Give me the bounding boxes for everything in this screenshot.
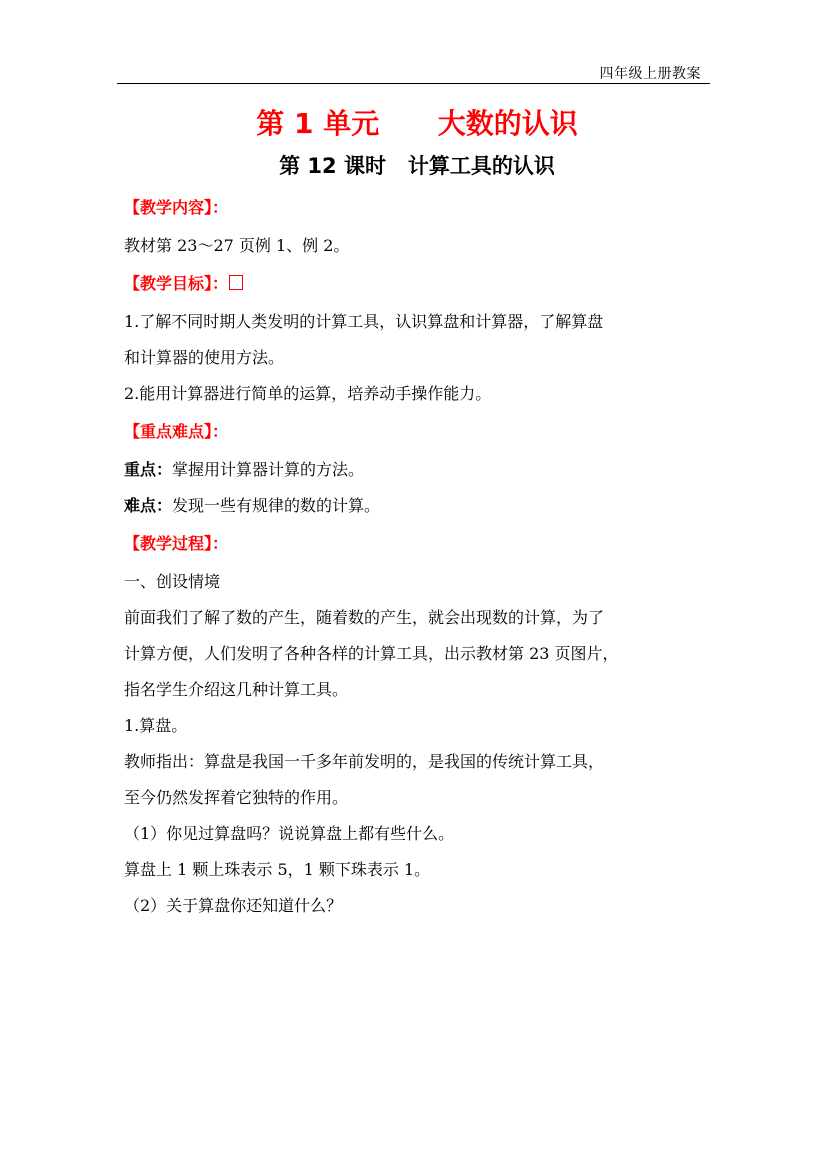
lesson-title: 第 12 课时 计算工具的认识 — [279, 154, 555, 178]
paragraph-intro-line-3: 指名学生介绍这几种计算工具。 — [124, 680, 349, 699]
page-header: 四年级上册教案 — [599, 66, 701, 82]
unit-title: 第 1 单元 大数的认识 — [256, 107, 578, 140]
teacher-note-line-1: 教师指出：算盘是我国一千多年前发明的，是我国的传统计算工具， — [124, 752, 605, 771]
abacus-fact: 算盘上 1 颗上珠表示 5，1 颗下珠表示 1。 — [124, 860, 431, 879]
difficulty-point — [124, 488, 710, 524]
difficulty-label: 难点： — [124, 496, 173, 515]
section-process-heading: 【教学过程】： — [124, 534, 229, 553]
header-divider — [117, 83, 710, 84]
checkbox-box-icon — [229, 275, 243, 290]
paragraph-intro-line-2: 计算方便，人们发明了各种各样的计算工具，出示教材第 23 页图片， — [124, 644, 619, 663]
goal-1-line-1: 1.了解不同时期人类发明的计算工具，认识算盘和计算器，了解算盘 — [124, 312, 604, 331]
difficulty-text: 发现一些有规律的数的计算。 — [172, 496, 381, 515]
key-label: 重点： — [124, 460, 173, 479]
item-abacus: 1.算盘。 — [124, 716, 188, 735]
question-1: （1）你见过算盘吗？说说算盘上都有些什么。 — [124, 824, 455, 843]
goals-label: 【教学目标】： — [124, 274, 229, 293]
process-step-1: 一、创设情境 — [124, 572, 221, 591]
section-content-heading: 【教学内容】： — [124, 198, 229, 217]
teacher-note-line-2: 至今仍然发挥着它独特的作用。 — [124, 788, 349, 807]
goal-1-line-2: 和计算器的使用方法。 — [124, 348, 285, 367]
section-keypoints-heading: 【重点难点】： — [124, 422, 229, 441]
content-text: 教材第 23～27 页例 1、例 2。 — [124, 236, 350, 255]
question-2: （2）关于算盘你还知道什么？ — [124, 896, 343, 915]
key-point — [124, 452, 710, 488]
section-goals-heading — [124, 264, 710, 304]
document-body — [124, 100, 710, 924]
key-text: 掌握用计算器计算的方法。 — [172, 460, 365, 479]
paragraph-intro-line-1: 前面我们了解了数的产生，随着数的产生，就会出现数的计算，为了 — [124, 608, 605, 627]
goal-2: 2.能用计算器进行简单的运算，培养动手操作能力。 — [124, 384, 492, 403]
